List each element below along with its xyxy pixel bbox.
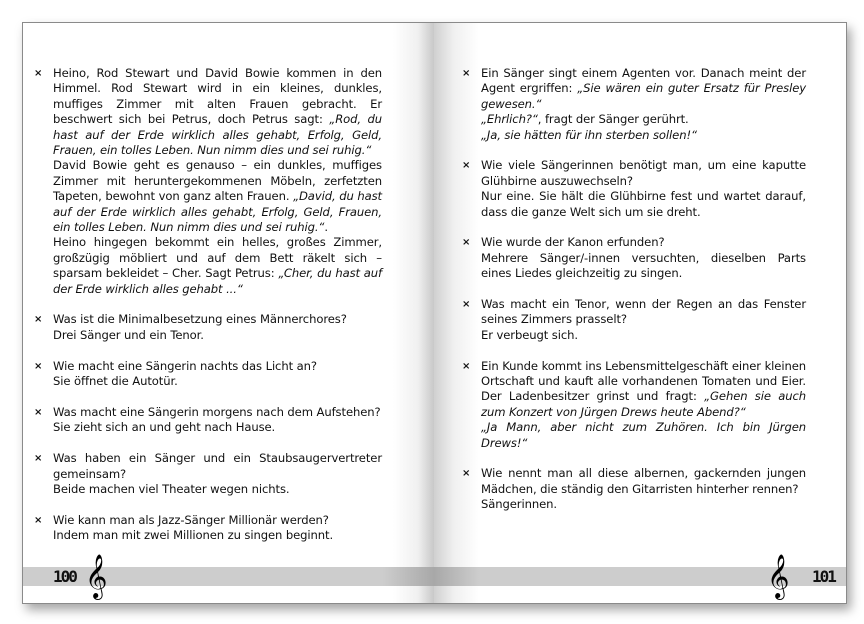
joke-line — [53, 312, 382, 327]
quoted-speech: „Sie wären ein guter Ersatz für Presley gewesen.“ — [481, 81, 806, 111]
joke-item — [462, 466, 806, 512]
joke-line — [53, 235, 382, 297]
joke-line — [481, 359, 806, 421]
treble-clef-icon: 𝄞 — [767, 554, 790, 598]
joke-line — [53, 405, 382, 420]
joke-text: Was ist die Minimalbesetzung eines Männerchores? — [53, 312, 347, 327]
joke-text: Ein Sänger singt einem Agenten vor. Danach meint der Agent ergriffen: — [481, 66, 806, 96]
right-joke-list — [462, 66, 806, 528]
joke-item — [34, 66, 382, 297]
bullet-icon: × — [462, 360, 471, 372]
joke-text: Sängerinnen. — [481, 497, 557, 512]
joke-line — [481, 66, 806, 112]
joke-line — [481, 297, 806, 328]
joke-text: Heino, Rod Stewart und David Bowie kommen in den Himmel. Rod Stewart wird in ein kleines, dunkles, muffiges Zimmer mit alten Frauen gebracht. Er beschwert sich bei Petrus, doch Petrus sagt: — [53, 66, 382, 127]
joke-item — [462, 235, 806, 281]
bullet-icon: × — [462, 299, 471, 311]
joke-line — [53, 528, 382, 543]
joke-line — [481, 466, 806, 497]
quoted-speech: „Rod, du hast auf der Erde wirklich alles gehabt, Erfolg, Geld, Frauen, ein tolles Leben. Nun nimm dies und sei ruhig.“ — [53, 112, 382, 158]
bullet-icon: × — [34, 406, 43, 418]
joke-item — [34, 451, 382, 497]
joke-text: Mehrere Sänger/-innen versuchten, dieselben Parts eines Liedes gleichzeitig zu singen. — [481, 250, 806, 281]
joke-item — [34, 405, 382, 436]
joke-line — [53, 328, 382, 343]
quoted-speech: „Cher, du hast auf der Erde wirklich alles gehabt ...“ — [53, 266, 383, 296]
quoted-speech: „Ehrlich?“ — [481, 112, 538, 127]
joke-text: Wie nennt man all diese albernen, gackernden jungen Mädchen, die ständig den Gitarristen hinterher rennen? — [481, 466, 806, 496]
quoted-speech: „Gehen sie auch zum Konzert von Jürgen Drews heute Abend?“ — [481, 389, 806, 419]
joke-line — [53, 359, 382, 374]
joke-text: Er verbeugt sich. — [481, 327, 578, 342]
joke-line — [481, 497, 806, 512]
joke-line — [481, 251, 806, 282]
quoted-speech: „Ja, sie hätten für ihn sterben sollen!“ — [481, 127, 697, 142]
right-page — [434, 23, 846, 603]
joke-item — [34, 312, 382, 343]
left-joke-list — [34, 66, 382, 559]
joke-text: Heino hingegen bekommt ein helles, großes Zimmer, großzügig möbliert und auf dem Bett räkelt sich – sparsam bekleidet – Cher. Sagt Petrus: — [53, 235, 382, 281]
bullet-icon: × — [462, 68, 471, 79]
bullet-icon: × — [462, 160, 471, 172]
joke-line — [481, 189, 806, 220]
joke-text: Wie wurde der Kanon erfunden? — [481, 235, 665, 250]
joke-text: Was macht eine Sängerin morgens nach dem Aufstehen? — [53, 404, 381, 419]
joke-line — [481, 328, 806, 343]
joke-text: . — [324, 220, 328, 235]
joke-item — [34, 513, 382, 544]
bullet-icon: × — [34, 314, 43, 326]
joke-line — [53, 66, 382, 158]
joke-text: Nur eine. Sie hält die Glühbirne fest und wartet darauf, dass die ganze Welt sich um sie dreht. — [481, 189, 806, 219]
joke-line — [481, 235, 806, 250]
left-page — [23, 23, 434, 603]
joke-line — [53, 513, 382, 528]
joke-text: Beide machen viel Theater wegen nichts. — [53, 481, 290, 496]
quoted-speech: „Ja Mann, aber nicht zum Zuhören. Ich bin Jürgen Drews!“ — [481, 420, 806, 450]
joke-line — [53, 482, 382, 497]
joke-text: Drei Sänger und ein Tenor. — [53, 327, 204, 342]
bullet-icon: × — [34, 453, 43, 465]
joke-text: Was haben ein Sänger und ein Staubsaugervertreter gemeinsam? — [53, 451, 382, 481]
bullet-icon: × — [462, 468, 471, 480]
joke-line — [53, 158, 382, 235]
page-number: 101 — [812, 567, 835, 586]
joke-text: Wie kann man als Jazz-Sänger Millionär werden? — [53, 512, 329, 527]
joke-text: Indem man mit zwei Millionen zu singen beginnt. — [53, 528, 334, 543]
joke-text: David Bowie geht es genauso – ein dunkles, muffiges Zimmer mit heruntergekommenen Möbeln, zerfetzten Tapeten, bewohnt von ganz alten Frauen. — [53, 158, 382, 204]
joke-item — [462, 158, 806, 220]
joke-line — [53, 420, 382, 435]
joke-text: Sie öffnet die Autotür. — [53, 374, 178, 389]
page-number: 100 — [53, 567, 76, 586]
joke-item — [462, 359, 806, 451]
joke-text: Ein Kunde kommt ins Lebensmittelgeschäft einer kleinen Ortschaft und kauft alle vorhandenen Tomaten und Eier. Der Ladenbesitzer grinst und fragt: — [481, 358, 806, 404]
joke-text: Sie zieht sich an und geht nach Hause. — [53, 420, 276, 435]
joke-line — [481, 420, 806, 451]
joke-item — [34, 359, 382, 390]
joke-text: Wie macht eine Sängerin nachts das Licht an? — [53, 358, 317, 373]
joke-line — [481, 158, 806, 189]
joke-line — [53, 374, 382, 389]
bullet-icon: × — [34, 514, 43, 526]
book-spread — [22, 22, 847, 604]
joke-text: , fragt der Sänger gerührt. — [537, 112, 689, 127]
bullet-icon: × — [462, 237, 471, 249]
joke-line — [53, 451, 382, 482]
joke-text: Was macht ein Tenor, wenn der Regen an das Fenster seines Zimmers prasselt? — [481, 297, 806, 327]
treble-clef-icon: 𝄞 — [85, 554, 108, 598]
joke-item — [462, 297, 806, 343]
quoted-speech: „David, du hast auf der Erde wirklich alles gehabt, Erfolg, Geld, Frauen, ein tolles Leben. Nun nimm dies und sei ruhig.“ — [53, 189, 382, 235]
joke-line — [481, 128, 806, 143]
bullet-icon: × — [34, 360, 43, 372]
joke-text: Wie viele Sängerinnen benötigt man, um eine kaputte Glühbirne auszuwechseln? — [481, 158, 806, 188]
bullet-icon: × — [34, 68, 43, 79]
joke-item — [462, 66, 806, 143]
joke-line — [481, 112, 806, 127]
